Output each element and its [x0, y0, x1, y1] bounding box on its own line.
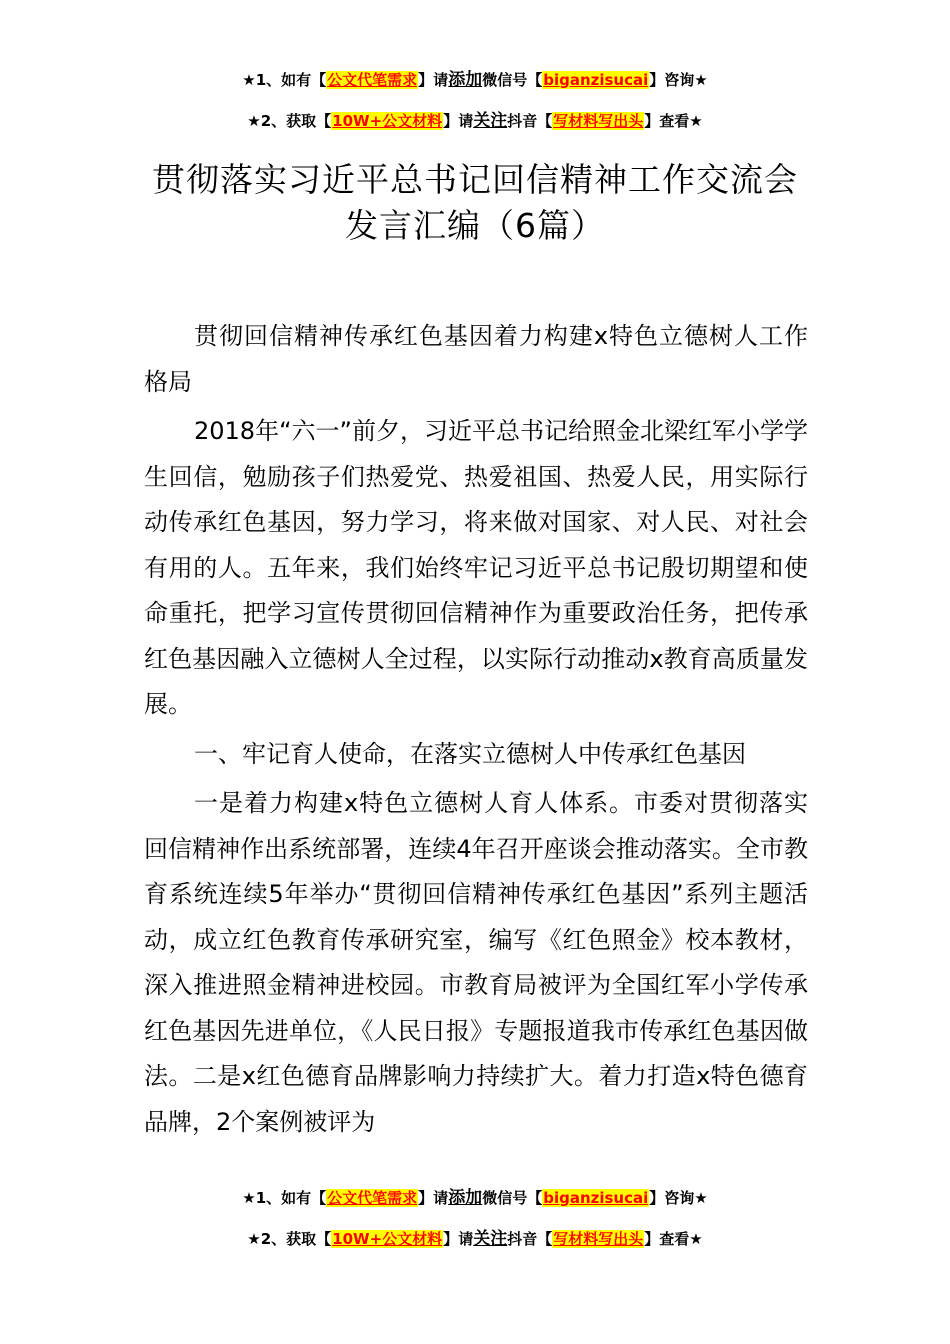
- paragraph: 一是着力构建x特色立德树人育人体系。市委对贯彻落实回信精神作出系统部署，连续4年召开座谈会推动落实。全市教育系统连续5年举办“贯彻回信精神传承红色基因”系列主题活动，成立红色教育传承研究室，编写《红色照金》校本教材，深入推进照金精神进校园。市教育局被评为全国红军小学传承红色基因先进单位，《人民日报》专题报道我市传承红色基因做法。二是x红色德育品牌影响力持续扩大。着力打造x特色德育品牌，2个案例被评为: [144, 789, 808, 1136]
- highlight-douyin-id: 写材料写出头: [553, 1230, 644, 1248]
- highlight-service: 公文代笔需求: [327, 71, 418, 89]
- emphasis-add: 添加: [448, 1188, 483, 1208]
- header-ad-line-1: ★1、如有【公文代笔需求】请添加微信号【biganzisucai】咨询★: [242, 70, 708, 90]
- section-heading: 贯彻回信精神传承红色基因着力构建x特色立德树人工作格局: [144, 322, 808, 396]
- document-body: [144, 314, 808, 1145]
- title-line-1: 贯彻落实习近平总书记回信精神工作交流会: [152, 160, 798, 199]
- paragraph: 2018年“六一”前夕，习近平总书记给照金北梁红军小学学生回信，勉励孩子们热爱党、热爱祖国、热爱人民，用实际行动传承红色基因，努力学习，将来做对国家、对人民、对社会有用的人。五年来，我们始终牢记习近平总书记殷切期望和使命重托，把学习宣传贯彻回信精神作为重要政治任务，把传承红色基因融入立德树人全过程，以实际行动推动x教育高质量发展。: [144, 417, 808, 718]
- highlight-service: 公文代笔需求: [327, 1189, 418, 1207]
- emphasis-add: 添加: [448, 70, 483, 90]
- title-line-2: 发言汇编（6篇）: [345, 206, 605, 245]
- document-title: [0, 157, 950, 249]
- highlight-wechat-id: biganzisucai: [543, 1189, 649, 1207]
- footer-ad-line-2: ★2、获取【10W+公文材料】请关注抖音【写材料写出头】查看★: [247, 1229, 703, 1249]
- emphasis-follow: 关注: [473, 111, 508, 131]
- emphasis-follow: 关注: [473, 1229, 508, 1249]
- highlight-materials: 10W+公文材料: [332, 112, 443, 130]
- header-ad-line-2: ★2、获取【10W+公文材料】请关注抖音【写材料写出头】查看★: [247, 111, 703, 131]
- subsection-heading: 一、牢记育人使命，在落实立德树人中传承红色基因: [194, 739, 746, 768]
- highlight-wechat-id: biganzisucai: [543, 71, 649, 89]
- footer-ad-line-1: ★1、如有【公文代笔需求】请添加微信号【biganzisucai】咨询★: [242, 1188, 708, 1208]
- highlight-douyin-id: 写材料写出头: [553, 112, 644, 130]
- highlight-materials: 10W+公文材料: [332, 1230, 443, 1248]
